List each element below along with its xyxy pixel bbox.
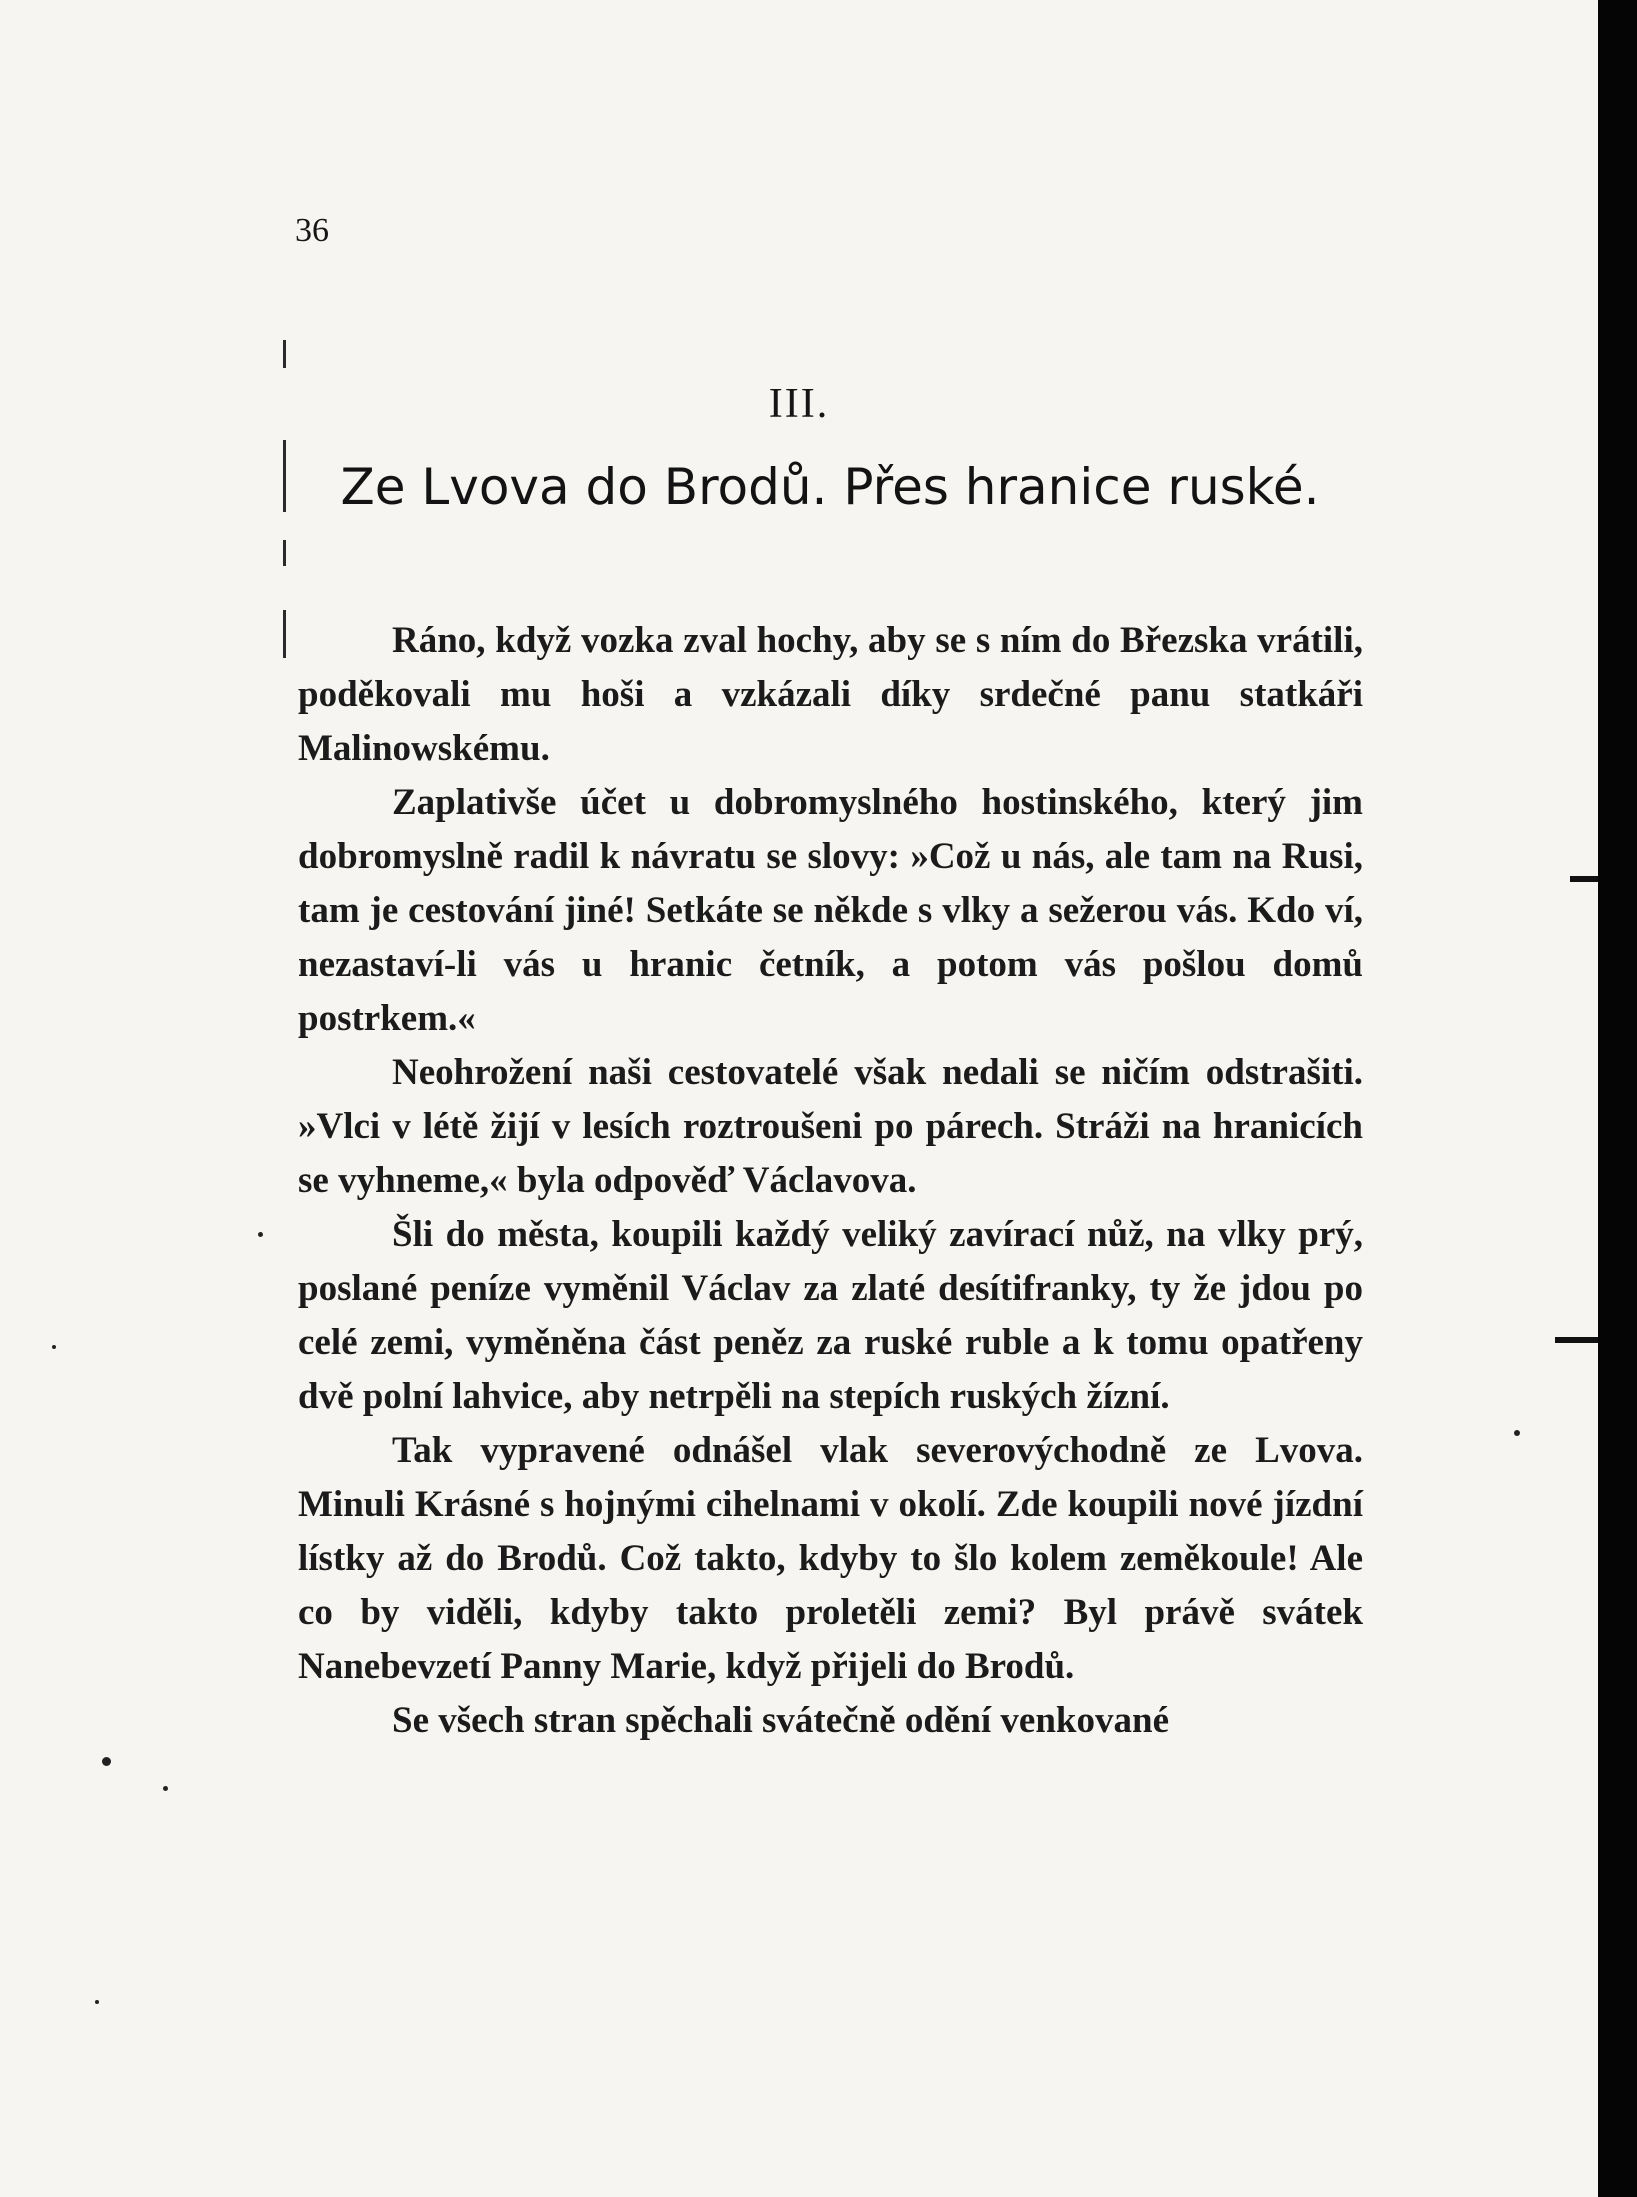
page-number: 36: [295, 212, 329, 249]
scan-speck: [95, 2000, 99, 2004]
chapter-title: Ze Lvova do Brodů. Přes hranice ruské.: [340, 458, 1320, 516]
paragraph: Neohrožení naši cestovatelé však nedali se ničím odstrašiti. »Vlci v létě žijí v lesích roztroušeni po párech. Stráži na hranicích se vyhneme,« byla odpověď Václavova.: [298, 1052, 1363, 1201]
scan-margin-mark: [283, 340, 286, 368]
scan-speck: [52, 1345, 56, 1349]
scan-margin-mark: [283, 540, 286, 566]
scan-speck: [102, 1757, 111, 1766]
scan-speck: [258, 1232, 263, 1237]
chapter-body: [298, 614, 1363, 1748]
paragraph: Ráno, když vozka zval hochy, aby se s ním do Březska vrátili, poděkovali mu hoši a vzkázali díky srdečné panu statkáři Malinowskému.: [298, 620, 1363, 769]
scan-speck: [163, 1786, 168, 1791]
scan-border: [1598, 0, 1637, 2197]
scan-margin-mark: [283, 440, 286, 512]
paragraph: Zaplativše účet u dobromyslného hostinského, který jim dobromyslně radil k návratu se slovy: »Což u nás, ale tam na Rusi, tam je cestování jiné! Setkáte se někde s vlky a sežerou vás. Kdo ví, nezastaví-li vás u hranic četník, a potom vás pošlou domů postrkem.«: [298, 782, 1363, 1039]
paragraph: Se všech stran spěchali svátečně odění venkované: [392, 1700, 1169, 1741]
chapter-number: III.: [768, 381, 830, 427]
scan-speck: [1514, 1430, 1520, 1436]
paragraph: Tak vypravené odnášel vlak severovýchodně ze Lvova. Minuli Krásné s hojnými cihelnami v okolí. Zde koupili nové jízdní lístky až do Brodů. Což takto, kdyby to šlo kolem zeměkoule! Ale co by viděli, kdyby takto proletěli zemi? Byl právě svátek Nanebevzetí Panny Marie, když přijeli do Brodů.: [298, 1430, 1363, 1687]
scan-margin-mark: [283, 610, 286, 658]
paragraph: Šli do města, koupili každý veliký zavírací nůž, na vlky prý, poslané peníze vyměnil Václav za zlaté desítifranky, ty že jdou po celé zemi, vyměněna část peněz za ruské ruble a k tomu opatřeny dvě polní lahvice, aby netrpěli na stepích ruských žízní.: [298, 1214, 1363, 1417]
